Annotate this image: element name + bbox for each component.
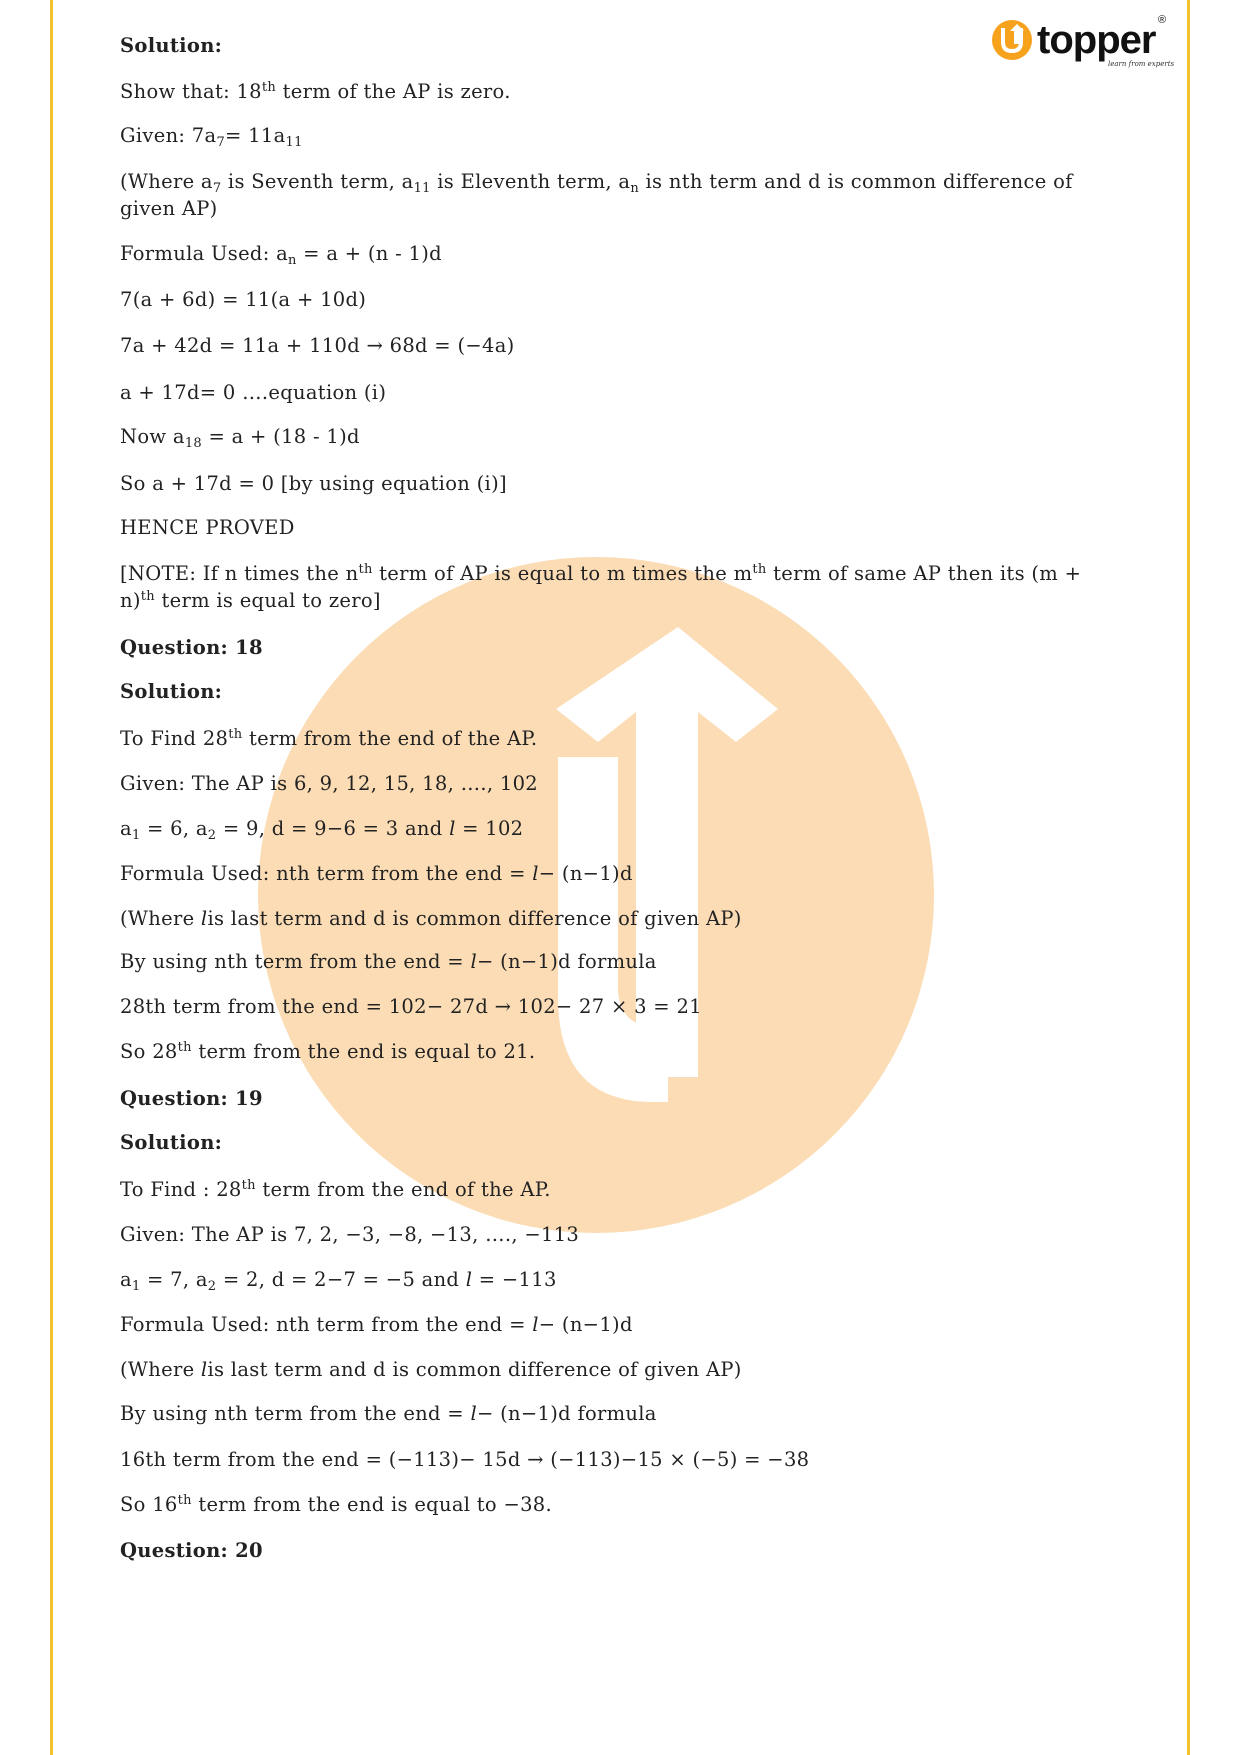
to-find-line: To Find 28th term from the end of the AP. xyxy=(120,726,538,750)
topper-logo xyxy=(990,14,1175,74)
values-line: $a_1 = 7$, $a_2 = 2$, d = 2−7 = −5 and l = −113 xyxy=(120,1268,557,1294)
logo-tagline: learn from experts xyxy=(1108,60,1175,68)
using-line: By using nth term from the end = l− (n−1)d formula xyxy=(120,950,657,973)
solution-heading: Solution: xyxy=(120,1131,223,1154)
show-that-line: Show that: 18th term of the AP is zero. xyxy=(120,79,511,103)
logo-wordmark: topper xyxy=(1037,18,1156,62)
formula-line: Formula Used: $a_n = a + (n - 1)d$ xyxy=(120,242,442,268)
equation-line: 7(a + 6d) = 11(a + 10d) xyxy=(120,288,367,311)
where-line: (Where lis last term and d is common difference of given AP) xyxy=(120,907,742,930)
hence-proved-line: HENCE PROVED xyxy=(120,516,295,539)
given-line: Given: The AP is 6, 9, 12, 15, 18, …., 102 xyxy=(120,772,538,795)
values-line: $a_1 = 6$, $a_2 = 9$, d = 9−6 = 3 and l = 102 xyxy=(120,817,524,843)
question-18-heading: Question: 18 xyxy=(120,636,263,659)
solution-heading: Solution: xyxy=(120,680,223,703)
logo-registered-mark: ® xyxy=(1158,14,1167,26)
result-line: So 16th term from the end is equal to −38. xyxy=(120,1492,553,1516)
formula-line: Formula Used: nth term from the end = l− (n−1)d xyxy=(120,1313,633,1336)
question-19-heading: Question: 19 xyxy=(120,1087,263,1110)
page-border-right xyxy=(1187,0,1190,1755)
page-border-left xyxy=(50,0,53,1755)
using-line: By using nth term from the end = l− (n−1)d formula xyxy=(120,1402,657,1425)
solution-heading: Solution: xyxy=(120,34,223,57)
to-find-line: To Find : 28th term from the end of the AP. xyxy=(120,1177,551,1201)
note-line: [NOTE: If n times the $n^{th}$ term of AP is equal to m times the $m^{th}$ term of same AP then its $(m + n)^{th}$ term is equal to zero] xyxy=(120,561,1082,612)
question-20-heading: Question: 20 xyxy=(120,1539,263,1562)
result-line: So 28th term from the end is equal to 21. xyxy=(120,1039,536,1063)
where-line: (Where $a_7$ is Seventh term, $a_{11}$ is Eleventh term, $a_n$ is nth term and d is common difference of given AP) xyxy=(120,170,1073,220)
formula-line: Formula Used: nth term from the end = l− (n−1)d xyxy=(120,862,633,885)
given-line: Given: $7a_7= 11a_{11}$ xyxy=(120,124,303,150)
equation-line: a + 17d= 0 ….equation (i) xyxy=(120,381,387,404)
computation-line: 16th term from the end = (−113)− 15d → (−113)−15 × (−5) = −38 xyxy=(120,1448,810,1471)
computation-line: 28th term from the end = 102− 27d → 102− 27 × 3 = 21 xyxy=(120,995,702,1018)
given-line: Given: The AP is 7, 2, −3, −8, −13, …., −113 xyxy=(120,1223,580,1246)
where-line: (Where lis last term and d is common difference of given AP) xyxy=(120,1358,742,1381)
equation-line: 7a + 42d = 11a + 110d → 68d = (−4a) xyxy=(120,334,515,357)
equation-line: So a + 17d = 0 [by using equation (i)] xyxy=(120,472,507,495)
equation-line: Now $a_{18} = a + (18 - 1)d$ xyxy=(120,425,360,451)
